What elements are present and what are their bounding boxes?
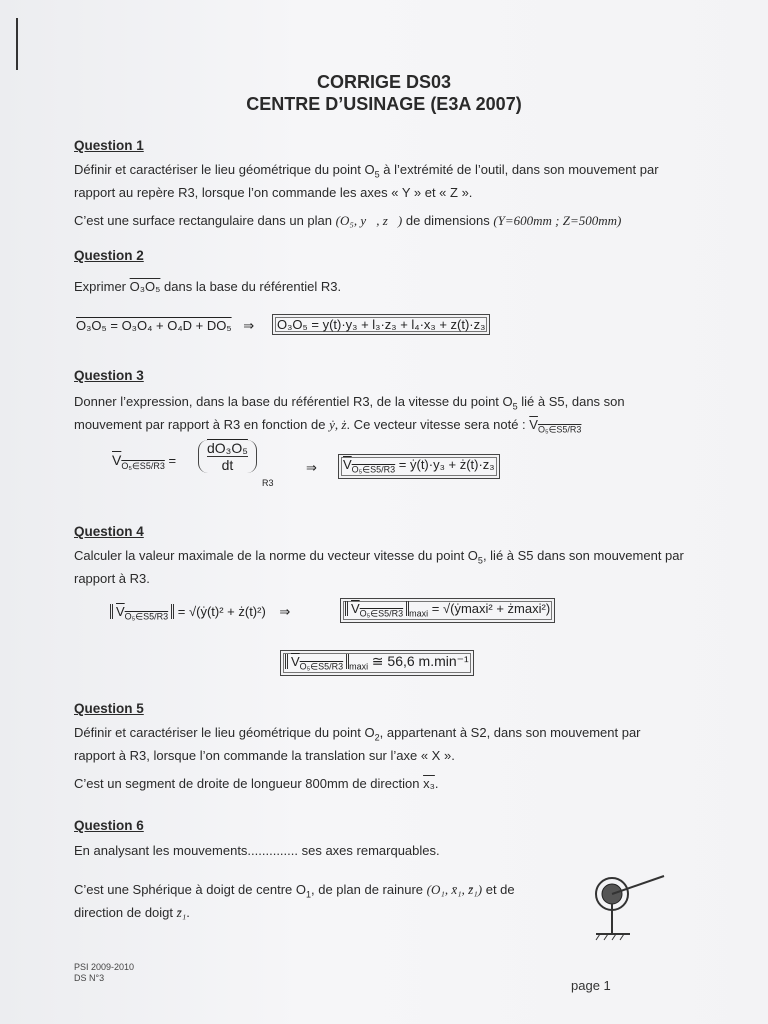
title-line-2: CENTRE D’USINAGE (E3A 2007) [246, 94, 522, 114]
question-2-result-box: O₃O₅ = y(t)·y₃ + l₃·z₃ + l₄·x₃ + z(t)·z₃ [272, 314, 490, 335]
question-2-text: Exprimer O₃O₅ dans la base du référentiel R3. [74, 279, 342, 294]
question-4-result-box: $V_{O_5\in S5/R3}$ $_{maxi}$ = √(ẏmaxi² + żmaxi²) [340, 598, 555, 623]
page-number: page 1 [571, 978, 611, 993]
question-4-heading: Question 4 [74, 524, 144, 539]
question-3-heading: Question 3 [74, 368, 144, 383]
question-6-text: En analysant les mouvements.............. ses axes remarquables. [74, 843, 440, 858]
plane-notation: (O₅, y⃗, z⃗) [335, 213, 403, 228]
question-5-text: Définir et caractériser le lieu géométrique du point $O_2$, appartenant à S2, dans son mouvement par rapport à R3, lorsque l’on commande la translation sur l’axe « X ». [74, 725, 641, 763]
dimensions: (Y=600mm ; Z=500mm) [493, 213, 622, 228]
velocity-notation: $V_{O_5\in S5/R3}$ [529, 416, 582, 435]
question-1-text: Définir et caractériser le lieu géométrique du point $O_5$ à l’extrémité de l’outil, dans son mouvement par rapport au repère R3, lorsque l’on commande les axes « Y » et « Z ». [74, 162, 659, 200]
question-3-arrow: ⇒ [306, 460, 317, 475]
direction-x3: x₃ [423, 776, 435, 791]
question-1-heading: Question 1 [74, 138, 144, 153]
question-2-heading: Question 2 [74, 248, 144, 263]
vector-o3o5: O₃O₅ [129, 279, 161, 294]
question-4-value-box: $V_{O_5\in S5/R3}$ $_{maxi}$ ≅ 56,6 m.min⁻¹ [280, 650, 474, 676]
margin-mark [16, 18, 18, 70]
question-4-text: Calculer la valeur maximale de la norme du vecteur vitesse du point $O_5$, lié à S5 dans son mouvement par rapport à R3. [74, 548, 684, 586]
sphere-finger-joint-icon [588, 862, 678, 942]
question-3-equation: $V_{O_5\in S5/R3}$ = [112, 452, 177, 471]
footer-course: PSI 2009-2010 DS N°3 [74, 962, 135, 983]
question-2-equation: O₃O₅ = O₃O₄ + O₄D + DO₅ ⇒ [76, 318, 255, 333]
question-5-heading: Question 5 [74, 701, 144, 716]
question-6-answer: C’est une Sphérique à doigt de centre $O_1$, de plan de rainure (O₁, x̄₁, z̄₁) et de direction de doigt z̄₁. [74, 882, 515, 920]
derivative: dO₃O₅ dt [198, 440, 257, 473]
question-6-heading: Question 6 [74, 818, 144, 833]
derivative-frame: R3 [262, 478, 274, 488]
question-4-equation: $V_{O_5\in S5/R3}$ = √(ẏ(t)² + ż(t)²) ⇒ [110, 604, 290, 623]
question-1-answer: C’est une surface rectangulaire dans un plan (O₅, y⃗, z⃗) de dimensions (Y=600mm ; Z=500mm) [74, 213, 622, 228]
question-3-text: Donner l’expression, dans la base du référentiel R3, de la vitesse du point $O_5$ lié à S5, dans son mouvement par rapport à R3 en fonction de ẏ, ż. Ce vecteur vitesse sera noté : $V_{O_5\in S5/R3}$ [74, 394, 625, 435]
title-line-1: CORRIGE DS03 [316, 72, 452, 92]
question-3-result-box: $V_{O_5\in S5/R3}$ = ẏ(t)·y₃ + ż(t)·z₃ [338, 454, 500, 479]
question-5-answer: C’est un segment de droite de longueur 800mm de direction x₃. [74, 776, 439, 791]
